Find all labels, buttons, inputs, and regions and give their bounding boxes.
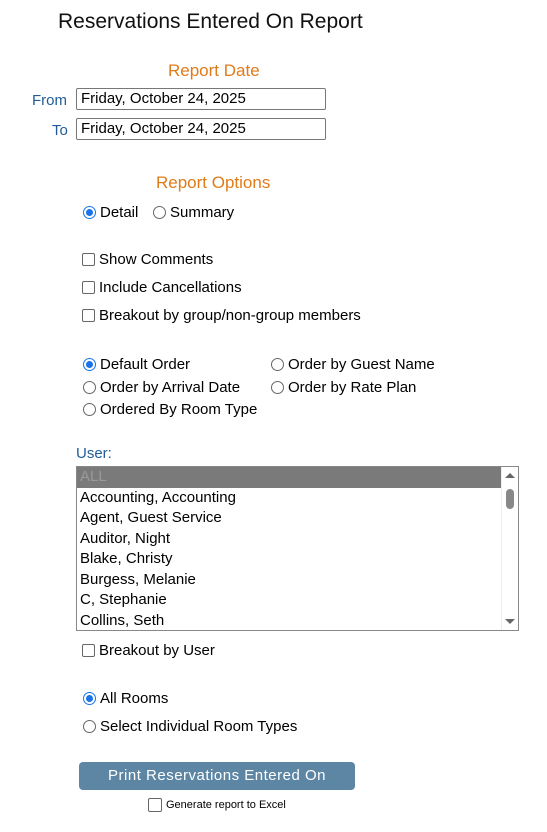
default-order-option[interactable] (83, 356, 190, 373)
breakout-group-label: Breakout by group/non-group members (99, 307, 361, 324)
select-room-types-option[interactable] (83, 718, 297, 735)
all-rooms-option[interactable] (83, 690, 168, 707)
breakout-user-option[interactable] (82, 642, 215, 659)
arrival-date-option[interactable] (83, 379, 240, 396)
rate-plan-radio[interactable] (271, 381, 284, 394)
list-item[interactable]: Blake, Christy (80, 550, 173, 567)
listbox-scrollbar[interactable] (501, 467, 518, 630)
include-cancellations-option[interactable] (82, 279, 242, 296)
excel-option[interactable] (148, 798, 286, 812)
guest-name-label: Order by Guest Name (288, 356, 435, 373)
scroll-down-icon[interactable] (505, 619, 515, 624)
rate-plan-label: Order by Rate Plan (288, 379, 417, 396)
include-cancellations-label: Include Cancellations (99, 279, 242, 296)
show-comments-label: Show Comments (99, 251, 214, 268)
list-item[interactable]: ALL (77, 467, 518, 488)
list-item[interactable]: Burgess, Melanie (80, 570, 196, 588)
breakout-group-checkbox[interactable] (82, 309, 95, 322)
room-type-option[interactable] (83, 401, 257, 418)
select-room-types-radio[interactable] (83, 720, 96, 733)
guest-name-radio[interactable] (271, 358, 284, 371)
summary-option[interactable] (153, 204, 234, 221)
all-rooms-radio[interactable] (83, 692, 96, 705)
select-room-types-label: Select Individual Room Types (100, 718, 298, 735)
detail-radio[interactable] (83, 206, 96, 219)
print-button[interactable]: Print Reservations Entered On (79, 762, 355, 790)
user-label: User: (76, 445, 112, 462)
report-date-heading: Report Date (168, 61, 260, 80)
excel-checkbox[interactable] (148, 798, 162, 812)
list-item[interactable]: Accounting, Accounting (80, 488, 236, 506)
page-title: Reservations Entered On Report (58, 10, 363, 33)
breakout-group-option[interactable] (82, 307, 361, 324)
report-options-heading: Report Options (156, 173, 271, 192)
rate-plan-option[interactable] (271, 379, 416, 396)
detail-option[interactable] (83, 204, 138, 221)
list-item[interactable]: Collins, Seth (80, 611, 165, 629)
breakout-user-checkbox[interactable] (82, 644, 95, 657)
user-listbox[interactable] (76, 466, 519, 631)
all-rooms-label: All Rooms (100, 690, 169, 707)
excel-label: Generate report to Excel (166, 799, 286, 811)
guest-name-option[interactable] (271, 356, 435, 373)
list-item[interactable]: Auditor, Night (80, 529, 171, 547)
show-comments-checkbox[interactable] (82, 253, 95, 266)
list-item[interactable]: Agent, Guest Service (80, 509, 222, 526)
scroll-up-icon[interactable] (505, 473, 515, 478)
breakout-user-label: Breakout by User (99, 642, 215, 659)
default-order-radio[interactable] (83, 358, 96, 371)
scroll-thumb[interactable] (506, 489, 514, 509)
include-cancellations-checkbox[interactable] (82, 281, 95, 294)
from-date-input[interactable]: Friday, October 24, 2025 (76, 88, 326, 110)
detail-label: Detail (100, 204, 139, 221)
list-item[interactable]: C, Stephanie (80, 591, 167, 608)
from-label: From (32, 92, 67, 109)
arrival-date-radio[interactable] (83, 381, 96, 394)
room-type-label: Ordered By Room Type (100, 401, 258, 418)
room-type-radio[interactable] (83, 403, 96, 416)
to-date-input[interactable]: Friday, October 24, 2025 (76, 118, 326, 140)
default-order-label: Default Order (100, 356, 191, 373)
summary-radio[interactable] (153, 206, 166, 219)
summary-label: Summary (170, 204, 235, 221)
arrival-date-label: Order by Arrival Date (100, 379, 241, 396)
to-label: To (52, 122, 68, 139)
show-comments-option[interactable] (82, 251, 213, 268)
